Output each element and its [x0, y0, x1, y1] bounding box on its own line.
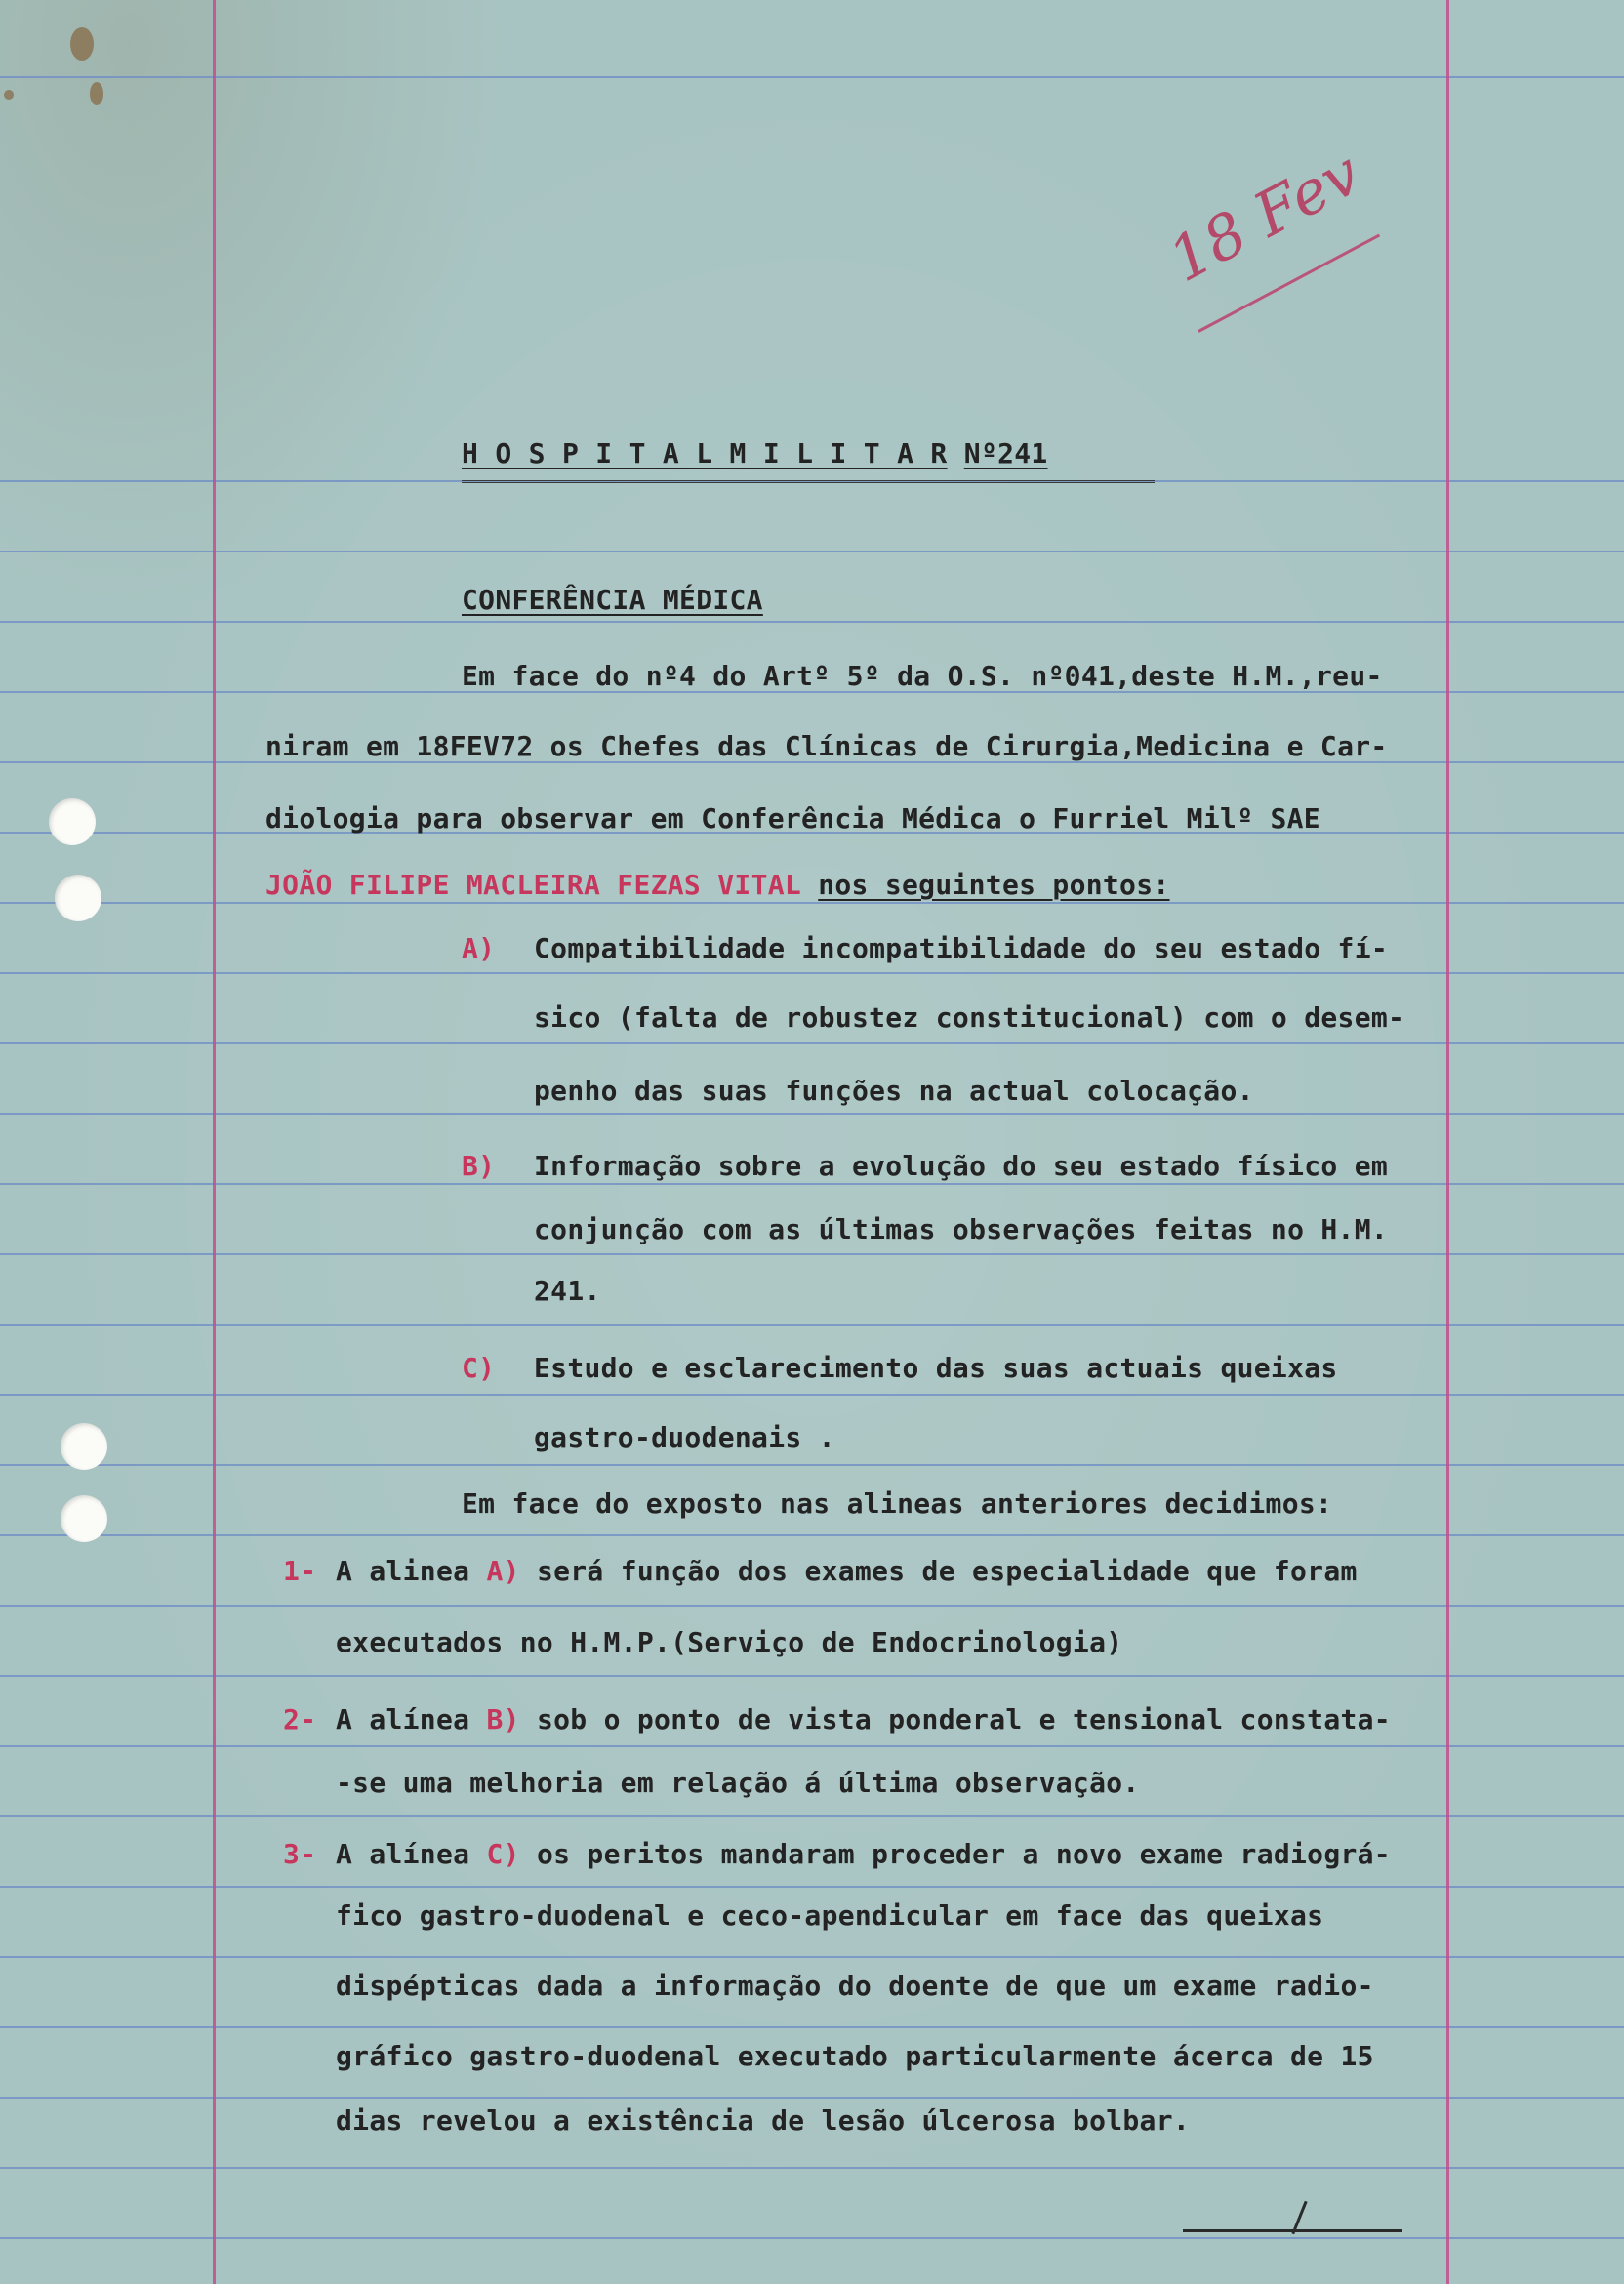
- rule-line: [0, 551, 1624, 552]
- handwritten-date: 18 Fev: [1157, 136, 1372, 296]
- rule-line: [0, 76, 1624, 78]
- rule-line: [0, 1534, 1624, 1536]
- point-line: conjunção com as últimas observações feitas no H.M.: [534, 1213, 1389, 1245]
- rule-line: [0, 2097, 1624, 2099]
- rust-stain: [90, 82, 103, 105]
- decision-line: dispépticas dada a informação do doente de que um exame radio-: [336, 1970, 1374, 2002]
- rule-line: [0, 1745, 1624, 1747]
- intro-line: [265, 869, 1170, 902]
- point-line: penho das suas funções na actual colocação.: [534, 1075, 1254, 1107]
- rule-line: [0, 2167, 1624, 2169]
- rust-stain: [70, 27, 94, 61]
- rule-line: [0, 1324, 1624, 1326]
- decision-number: 3-: [283, 1838, 317, 1870]
- rule-line: [0, 1042, 1624, 1044]
- header-double-underline: [462, 480, 1155, 483]
- rule-line: [0, 1183, 1624, 1185]
- intro-line: diologia para observar em Conferência Médica o Furriel Milº SAE: [265, 802, 1320, 835]
- intro-line: Em face do nº4 do Artº 5º da O.S. nº041,deste H.M.,reu-: [462, 660, 1383, 692]
- punch-hole: [49, 798, 96, 845]
- intro-line: niram em 18FEV72 os Chefes das Clínicas de Cirurgia,Medicina e Car-: [265, 730, 1388, 762]
- rule-line: [0, 1113, 1624, 1115]
- intro-line-end: nos seguintes pontos:: [818, 869, 1170, 901]
- rule-line: [0, 621, 1624, 623]
- point-marker: B): [462, 1150, 496, 1182]
- hospital-name: H O S P I T A L M I L I T A R: [462, 437, 948, 469]
- punch-hole: [61, 1495, 107, 1542]
- right-margin-line: [1446, 0, 1449, 2284]
- rule-line: [0, 1956, 1624, 1958]
- rule-line: [0, 1464, 1624, 1466]
- point-line: Informação sobre a evolução do seu estado físico em: [534, 1150, 1389, 1182]
- decision-line: fico gastro-duodenal e ceco-apendicular em face das queixas: [336, 1899, 1324, 1932]
- decision-line: A alínea B) sob o ponto de vista ponderal e tensional constata-: [336, 1703, 1391, 1735]
- decision-intro: Em face do exposto nas alineas anteriores decidimos:: [462, 1488, 1333, 1520]
- decision-ref: B): [486, 1703, 520, 1735]
- rule-line: [0, 902, 1624, 904]
- point-marker: C): [462, 1352, 496, 1384]
- decision-ref: A): [486, 1555, 520, 1587]
- decision-number: 2-: [283, 1703, 317, 1735]
- left-margin-line: [213, 0, 216, 2284]
- rule-line: [0, 1605, 1624, 1607]
- rule-line: [0, 2026, 1624, 2028]
- rule-line: [0, 2237, 1624, 2239]
- point-line: Compatibilidade incompatibilidade do seu estado fí-: [534, 932, 1389, 964]
- decision-line: -se uma melhoria em relação á última observação.: [336, 1767, 1140, 1799]
- rule-line: [0, 1886, 1624, 1888]
- decision-line: A alínea C) os peritos mandaram proceder a novo exame radiográ-: [336, 1838, 1391, 1870]
- decision-line: A alinea A) será função dos exames de especialidade que foram: [336, 1555, 1358, 1587]
- section-title: CONFERÊNCIA MÉDICA: [462, 584, 763, 616]
- rule-line: [0, 1394, 1624, 1396]
- rule-line: [0, 1253, 1624, 1255]
- decision-line: executados no H.M.P.(Serviço de Endocrinologia): [336, 1626, 1123, 1658]
- hospital-number: Nº241: [963, 437, 1048, 469]
- point-line: Estudo e esclarecimento das suas actuais queixas: [534, 1352, 1338, 1384]
- decision-line: dias revelou a existência de lesão úlcerosa bolbar.: [336, 2104, 1191, 2137]
- decision-ref: C): [486, 1838, 520, 1870]
- punch-hole: [55, 875, 102, 921]
- punch-hole: [61, 1423, 107, 1470]
- point-line: 241.: [534, 1275, 601, 1307]
- rust-stain: [4, 90, 14, 100]
- rule-line: [0, 972, 1624, 974]
- decision-line: gráfico gastro-duodenal executado particularmente ácerca de 15: [336, 2040, 1374, 2072]
- rule-line: [0, 1675, 1624, 1677]
- hospital-header: [462, 437, 1048, 470]
- point-line: gastro-duodenais .: [534, 1421, 835, 1453]
- rule-line: [0, 1815, 1624, 1817]
- decision-number: 1-: [283, 1555, 317, 1587]
- point-marker: A): [462, 932, 496, 964]
- point-line: sico (falta de robustez constitucional) com o desem-: [534, 1001, 1405, 1034]
- patient-name: JOÃO FILIPE MACLEIRA FEZAS VITAL: [265, 869, 802, 901]
